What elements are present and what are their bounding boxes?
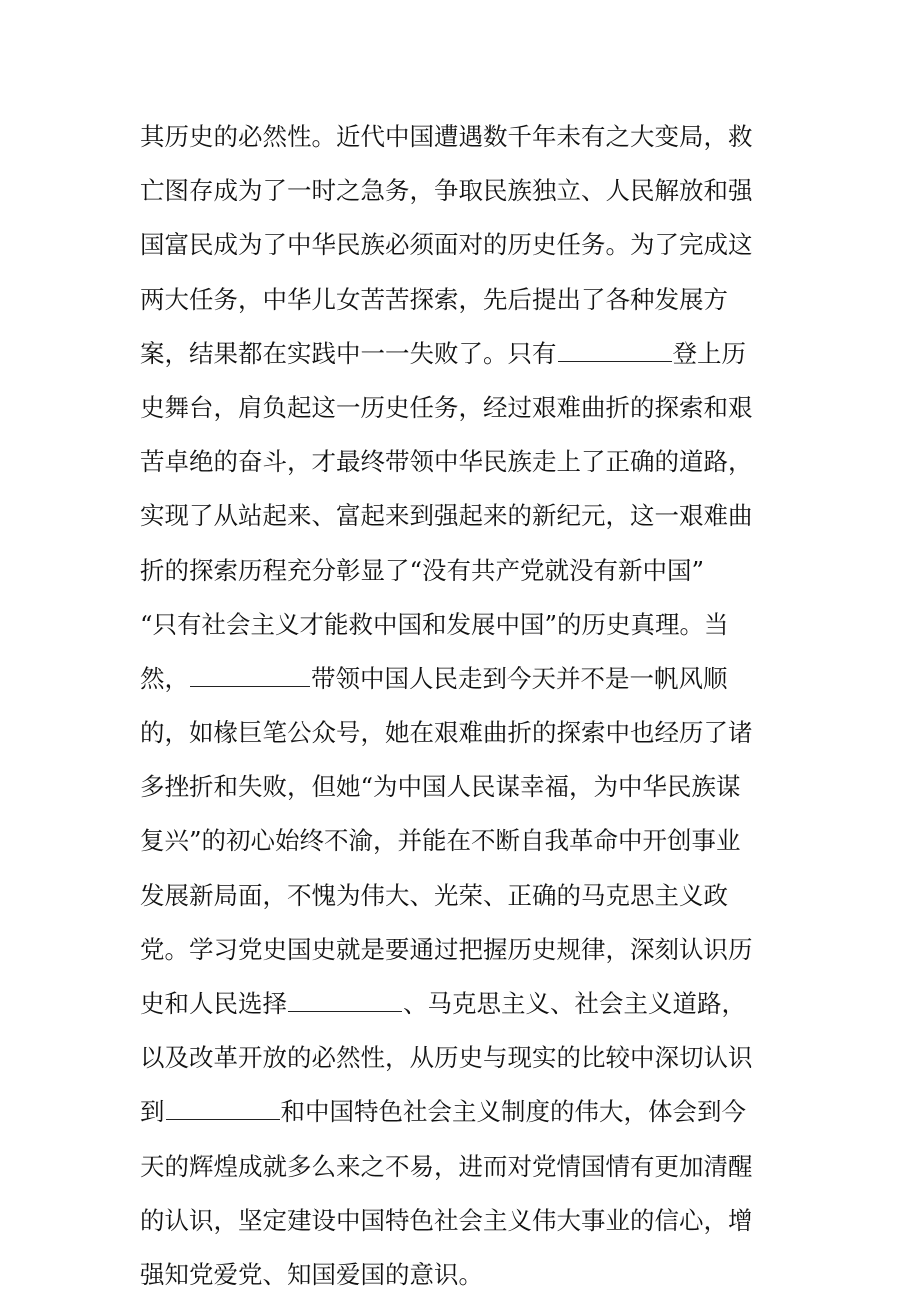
text-segment: 案，结果都在实践中一一失败了。只有 <box>140 338 557 368</box>
text-segment: 史和人民选择 <box>140 989 287 1018</box>
text-line: 天的辉煌成就多么来之不易，进而对党情国情有更加清醒 <box>140 1151 753 1181</box>
text-line: 的认识，坚定建设中国特色社会主义伟大事业的信心，增 <box>140 1205 753 1235</box>
text-line <box>140 977 780 1031</box>
text-line: 发展新局面，不愧为伟大、光荣、正确的马克思主义政 <box>140 880 728 910</box>
text-line: 复兴”的初心始终不渝，并能在不断自我革命中开创事业 <box>140 826 741 856</box>
fill-in-blank <box>190 666 310 687</box>
text-line: 苦卓绝的奋斗，才最终带领中华民族走上了正确的道路， <box>140 447 753 477</box>
text-line: 实现了从站起来、富起来到强起来的新纪元，这一艰难曲 <box>140 501 753 531</box>
text-line: 国富民成为了中华民族必须面对的历史任务。为了完成这 <box>140 230 753 260</box>
text-line: “只有社会主义才能救中国和发展中国”的历史真理。当 <box>140 609 729 639</box>
text-line: 多挫折和失败，但她“为中国人民谋幸福，为中华民族谋 <box>140 772 741 802</box>
text-line: 折的探索历程充分彰显了“没有共产党就没有新中国” <box>140 555 705 585</box>
text-line <box>140 327 780 381</box>
fill-in-blank <box>166 1099 280 1120</box>
fill-in-blank <box>288 991 402 1012</box>
text-line <box>140 1085 780 1139</box>
text-line: 以及改革开放的必然性，从历史与现实的比较中深切认识 <box>140 1043 753 1073</box>
text-segment: 然， <box>140 663 189 693</box>
fill-in-blank <box>558 341 672 362</box>
text-line: 其历史的必然性。近代中国遭遇数千年未有之大变局，救 <box>140 122 753 151</box>
text-segment: 到 <box>140 1097 165 1127</box>
paragraph <box>140 110 780 1302</box>
text-line: 两大任务，中华儿女苦苦探索，先后提出了各种发展方 <box>140 284 728 314</box>
text-line: 史舞台，肩负起这一历史任务，经过艰难曲折的探索和艰 <box>140 392 753 422</box>
text-segment: 和中国特色社会主义制度的伟大，体会到今 <box>280 1097 746 1127</box>
text-line: 党。学习党史国史就是要通过把握历史规律，深刻认识历 <box>140 934 753 964</box>
text-line: 强知党爱党、知国爱国的意识。 <box>140 1259 483 1289</box>
text-line: 亡图存成为了一时之急务，争取民族独立、人民解放和强 <box>140 176 753 206</box>
text-segment: 、马克思主义、社会主义道路， <box>403 989 746 1018</box>
text-segment: 登上历 <box>672 338 746 368</box>
text-line <box>140 652 780 706</box>
text-line: 的，如椽巨笔公众号，她在艰难曲折的探索中也经历了诸 <box>140 718 753 748</box>
text-segment: 带领中国人民走到今天并不是一帆风顺 <box>311 663 728 693</box>
